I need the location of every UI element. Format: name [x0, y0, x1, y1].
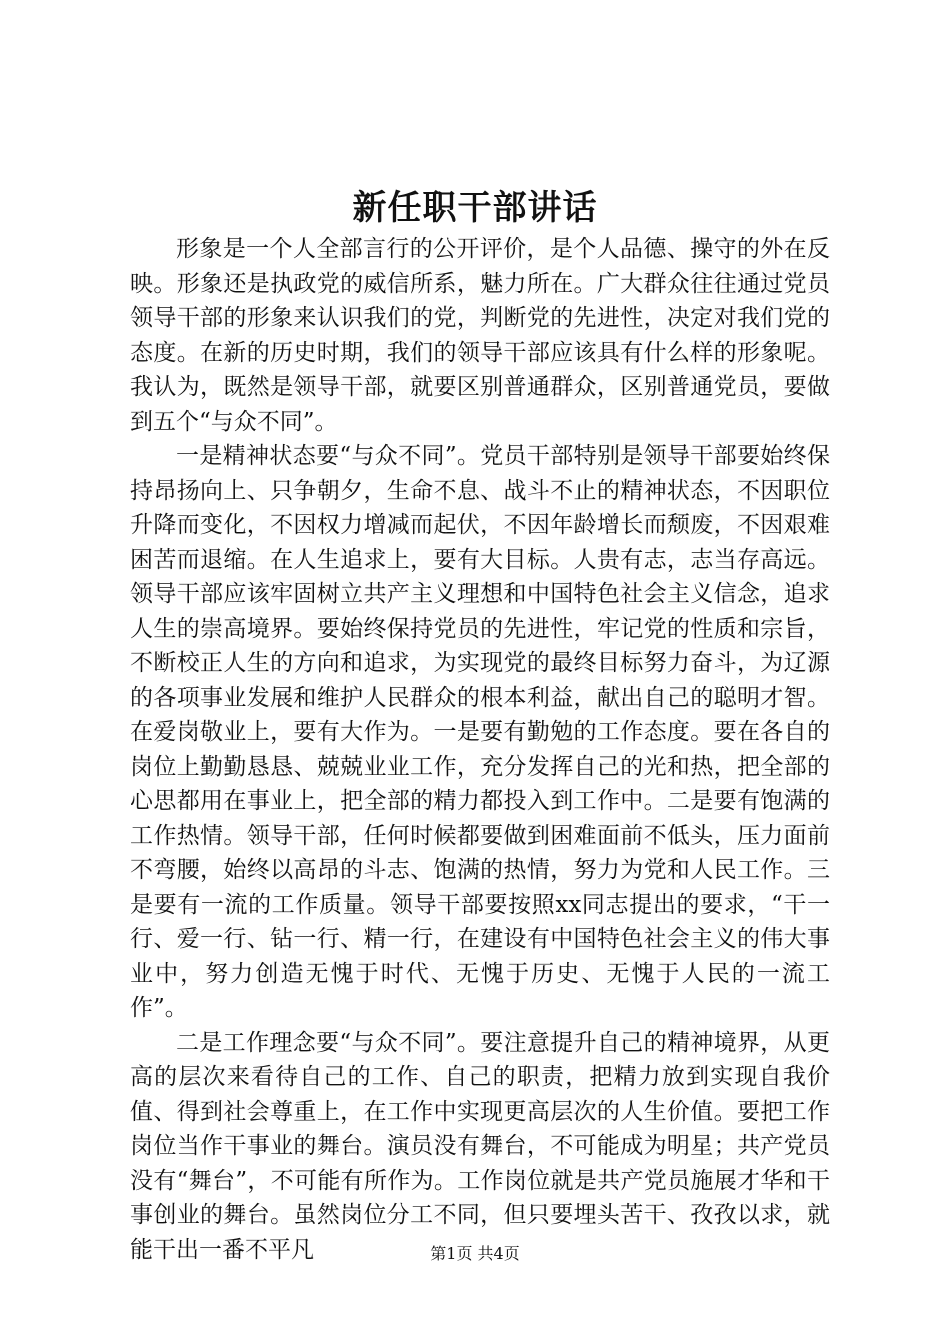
page-number-footer: 第1页 共4页 [430, 1244, 520, 1263]
document-title: 新任职干部讲话 [352, 188, 598, 228]
paragraph-spirit: 一是精神状态要“与众不同”。党员干部特别是领导干部要始终保持昂扬向上、只争朝夕，生命不息、战斗不止的精神状态，不因职位升降而变化，不因权力增减而起伏，不因年龄增长而颓废，不因艰难困苦而退缩。在人生追求上，要有大目标。人贵有志，志当存高远。领导干部应该牢固树立共产主义理想和中国特色社会主义信念，追求人生的崇高境界。要始终保持党员的先进性，牢记党的性质和宗旨，不断校正人生的方向和追求，为实现党的最终目标努力奋斗，为辽源的各项事业发展和维护人民群众的根本利益，献出自己的聪明才智。在爱岗敬业上，要有大作为。一是要有勤勉的工作态度。要在各自的岗位上勤勤恳恳、兢兢业业工作，充分发挥自己的光和热，把全部的心思都用在事业上，把全部的精力都投入到工作中。二是要有饱满的工作热情。领导干部，任何时候都要做到困难面前不低头，压力面前不弯腰，始终以高昂的斗志、饱满的热情，努力为党和人民工作。三是要有一流的工作质量。领导干部要按照xx同志提出的要求，“干一行、爱一行、钻一行、精一行，在建设有中国特色社会主义的伟大事业中，努力创造无愧于时代、无愧于历史、无愧于人民的一流工作”。 [130, 443, 830, 1021]
paragraph-intro: 形象是一个人全部言行的公开评价，是个人品德、操守的外在反映。形象还是执政党的威信所系，魅力所在。广大群众往往通过党员领导干部的形象来认识我们的党，判断党的先进性，决定对我们党的态度。在新的历史时期，我们的领导干部应该具有什么样的形象呢。我认为，既然是领导干部，就要区别普通群众，区别普通党员，要做到五个“与众不同”。 [130, 236, 830, 435]
paragraph-work-concept: 二是工作理念要“与众不同”。要注意提升自己的精神境界，从更高的层次来看待自己的工作、自己的职责，把精力放到实现自我价值、得到社会尊重上，在工作中实现更高层次的人生价值。要把工作岗位当作干事业的舞台。演员没有舞台，不可能成为明星；共产党员没有“舞台”，不可能有所作为。工作岗位就是共产党员施展才华和干事创业的舞台。虽然岗位分工不同，但只要埋头苦干、孜孜以求，就能干出一番不平凡 [130, 1029, 830, 1263]
document-body [130, 232, 830, 1267]
